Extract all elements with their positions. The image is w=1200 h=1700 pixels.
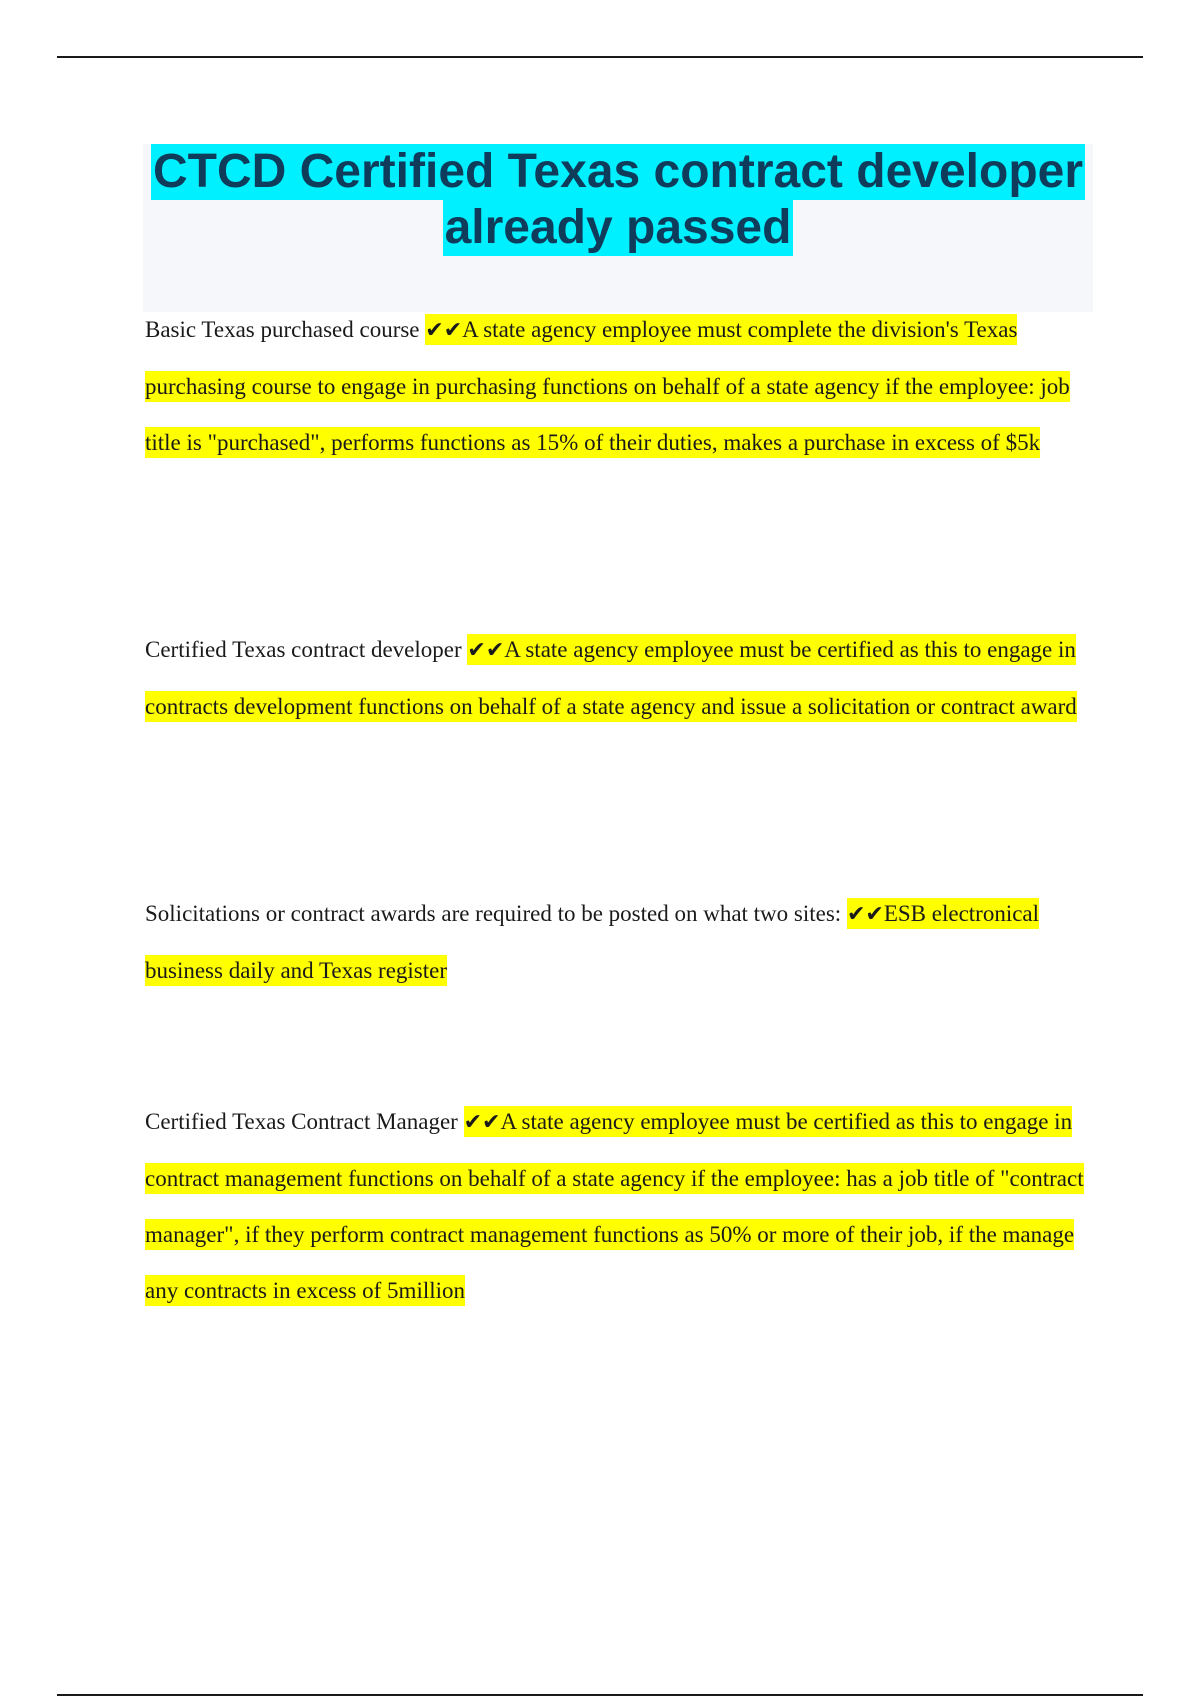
entry-answer: A state agency employee must be certified as this to engage in contract management functions on behalf of a state agency if the employee: has a job title of "contract manager", if they perform contract management functions as 50% or more of their job, if the manage any contracts in excess of 5million — [145, 1109, 1084, 1303]
qa-entry — [145, 886, 1090, 999]
entry-term: Basic Texas purchased course — [145, 317, 420, 342]
entry-term: Solicitations or contract awards are required to be posted on what two sites: — [145, 901, 842, 926]
qa-entry — [145, 1094, 1090, 1319]
entry-term: Certified Texas Contract Manager — [145, 1109, 458, 1134]
entry-answer: A state agency employee must complete the division's Texas purchasing course to engage in purchasing functions on behalf of a state agency if the employee: job title is "purchased", performs functions as 15% of their duties, makes a purchase in excess of $5k — [145, 317, 1070, 455]
qa-entry — [145, 302, 1090, 471]
entry-answer: ESB electronical business daily and Texas register — [145, 901, 1040, 983]
entry-answer: A state agency employee must be certified as this to engage in contracts development functions on behalf of a state agency and issue a solicitation or contract award — [145, 637, 1077, 719]
qa-entry — [145, 622, 1090, 735]
checkmark-icon: ✔✔ — [425, 318, 463, 343]
entry-term: Certified Texas contract developer — [145, 637, 462, 662]
entry-answer-highlight — [145, 1106, 1084, 1306]
checkmark-icon: ✔✔ — [846, 902, 884, 927]
title-block — [143, 144, 1093, 312]
document-title-line-1: CTCD Certified Texas contract developer — [152, 145, 1084, 198]
checkmark-icon: ✔✔ — [463, 1110, 501, 1135]
footer-rule — [57, 1694, 1143, 1696]
document-title-line-2: already passed — [444, 201, 792, 254]
header-rule — [57, 56, 1143, 58]
checkmark-icon: ✔✔ — [467, 638, 505, 663]
